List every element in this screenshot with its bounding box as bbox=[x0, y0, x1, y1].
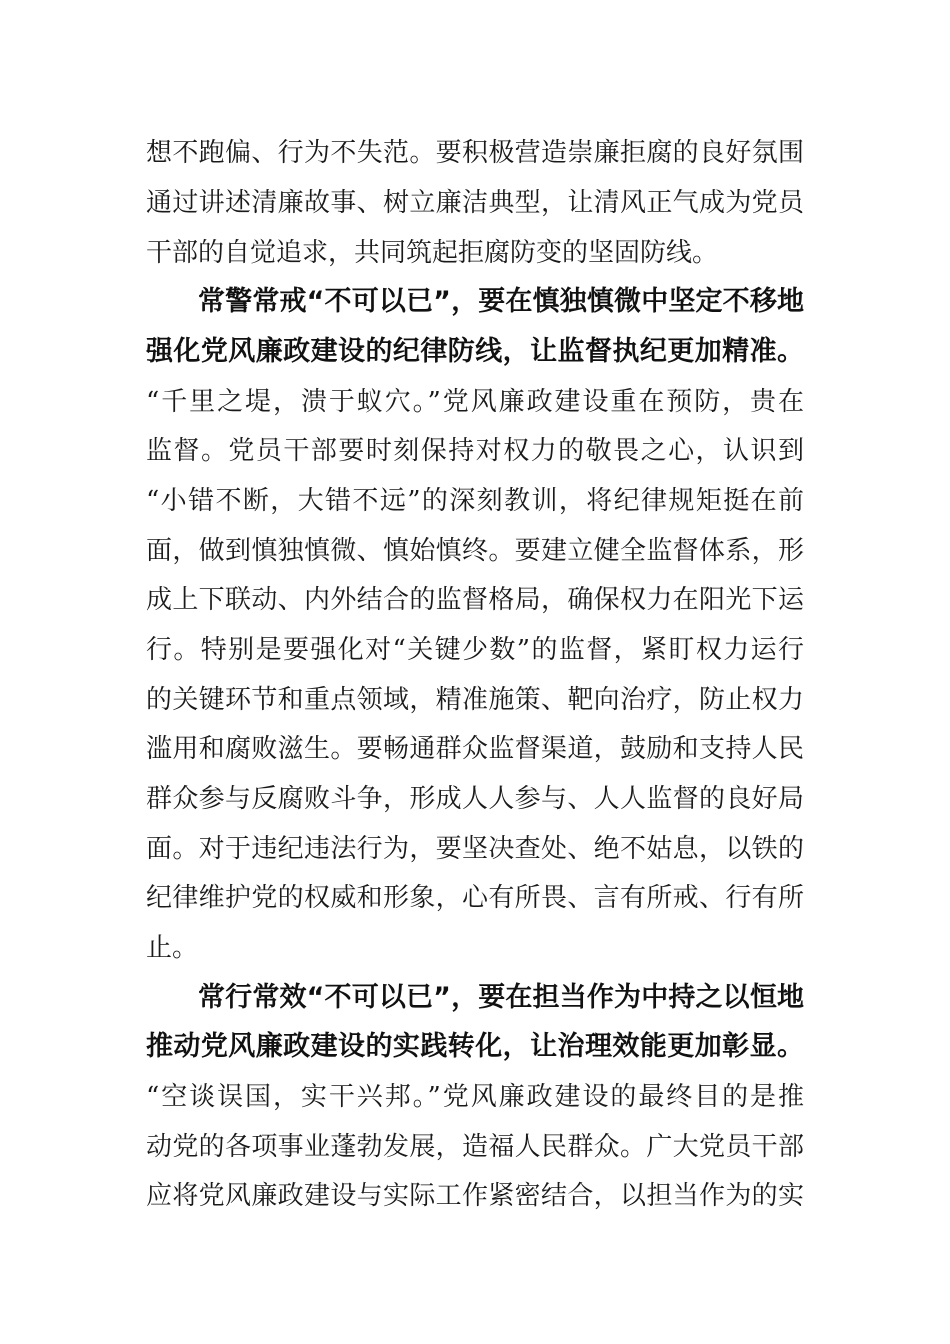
text-line: 群众参与反腐败斗争，形成人人参与、人人监督的良好局 bbox=[146, 784, 804, 814]
text-line: 滥用和腐败滋生。要畅通群众监督渠道，鼓励和支持人民 bbox=[146, 734, 804, 764]
text-line: 动党的各项事业蓬勃发展，造福人民群众。广大党员干部 bbox=[146, 1132, 804, 1162]
text-line: 行。特别是要强化对“关键少数”的监督，紧盯权力运行 bbox=[146, 635, 804, 665]
text-line: 的关键环节和重点领域，精准施策、靶向治疗，防止权力 bbox=[146, 685, 804, 715]
text-line: 面，做到慎独慎微、慎始慎终。要建立健全监督体系，形 bbox=[146, 536, 804, 566]
text-line: 纪律维护党的权威和形象，心有所畏、言有所戒、行有所 bbox=[146, 883, 804, 913]
text-line: 面。对于违纪违法行为，要坚决查处、绝不姑息，以铁的 bbox=[146, 834, 804, 864]
section-heading-line: 常行常效“不可以已”，要在担当作为中持之以恒地 bbox=[198, 982, 804, 1013]
text-line: 想不跑偏、行为不失范。要积极营造崇廉拒腐的良好氛围 bbox=[146, 138, 804, 168]
text-line: “千里之堤，溃于蚁穴。”党风廉政建设重在预防，贵在 bbox=[146, 387, 804, 417]
text-line: “空谈误国，实干兴邦。”党风廉政建设的最终目的是推 bbox=[146, 1082, 804, 1112]
text-line: 成上下联动、内外结合的监督格局，确保权力在阳光下运 bbox=[146, 585, 804, 615]
section-heading-line: 强化党风廉政建设的纪律防线，让监督执纪更加精准。 bbox=[146, 336, 804, 367]
text-line: “小错不断，大错不远”的深刻教训，将纪律规矩挺在前 bbox=[146, 486, 804, 516]
text-line: 通过讲述清廉故事、树立廉洁典型，让清风正气成为党员 bbox=[146, 188, 804, 218]
section-heading-line: 常警常戒“不可以已”，要在慎独慎微中坚定不移地 bbox=[198, 286, 804, 317]
text-line: 止。 bbox=[146, 933, 199, 963]
text-line: 干部的自觉追求，共同筑起拒腐防变的坚固防线。 bbox=[146, 238, 719, 268]
section-heading-line: 推动党风廉政建设的实践转化，让治理效能更加彰显。 bbox=[146, 1031, 804, 1062]
text-line: 应将党风廉政建设与实际工作紧密结合，以担当作为的实 bbox=[146, 1181, 804, 1211]
text-line: 监督。党员干部要时刻保持对权力的敬畏之心，认识到 bbox=[146, 436, 804, 466]
